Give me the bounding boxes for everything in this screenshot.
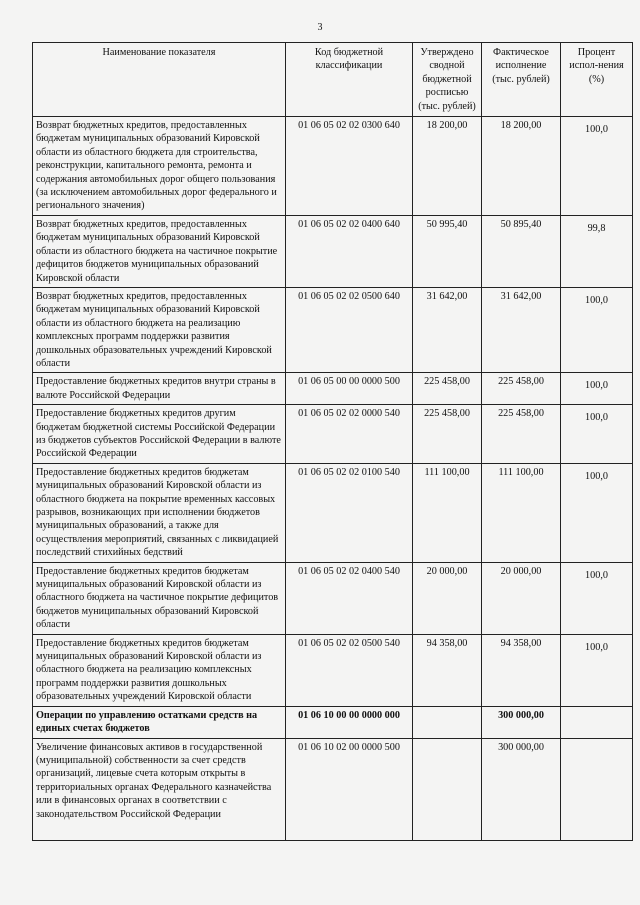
row-name: Операции по управлению остатками средств на единых счетах бюджетов xyxy=(33,706,286,738)
row-code: 01 06 10 00 00 0000 000 xyxy=(286,706,413,738)
row-name: Предоставление бюджетных кредитов внутри страны в валюте Российской Федерации xyxy=(33,373,286,405)
row-percent: 100,0 xyxy=(561,634,633,706)
row-actual: 225 458,00 xyxy=(482,405,561,464)
row-code: 01 06 05 02 02 0000 540 xyxy=(286,405,413,464)
row-actual: 300 000,00 xyxy=(482,706,561,738)
row-percent: 100,0 xyxy=(561,463,633,562)
row-percent xyxy=(561,738,633,840)
budget-table xyxy=(32,42,633,841)
row-actual: 31 642,00 xyxy=(482,287,561,372)
row-name: Предоставление бюджетных кредитов бюджетам муниципальных образований Кировской области из областного бюджета на реализацию комплексных программ поддержки развития дошкольных образовательных учреждений Кировской области xyxy=(33,634,286,706)
table-row xyxy=(33,463,633,562)
row-percent: 100,0 xyxy=(561,117,633,216)
header-actual: Фактическое исполнение (тыс. рублей) xyxy=(482,43,561,117)
table-header-row xyxy=(33,43,633,117)
row-actual: 225 458,00 xyxy=(482,373,561,405)
row-code: 01 06 05 02 02 0500 640 xyxy=(286,287,413,372)
table-row xyxy=(33,738,633,840)
row-name: Предоставление бюджетных кредитов другим бюджетам бюджетной системы Российской Федерации из бюджетов субъектов Российской Федерации в валюте Российской Федерации xyxy=(33,405,286,464)
row-code: 01 06 10 02 00 0000 500 xyxy=(286,738,413,840)
row-code: 01 06 05 02 02 0300 640 xyxy=(286,117,413,216)
table-row xyxy=(33,405,633,464)
table-row xyxy=(33,287,633,372)
row-percent xyxy=(561,706,633,738)
row-code: 01 06 05 00 00 0000 500 xyxy=(286,373,413,405)
table-row xyxy=(33,562,633,634)
row-percent: 100,0 xyxy=(561,562,633,634)
row-name: Возврат бюджетных кредитов, предоставленных бюджетам муниципальных образований Кировской области из областного бюджета на частичное покрытие дефицитов бюджетов муниципальных образований Кировской области xyxy=(33,215,286,287)
row-approved: 225 458,00 xyxy=(413,405,482,464)
row-percent: 100,0 xyxy=(561,287,633,372)
row-approved xyxy=(413,738,482,840)
table-row xyxy=(33,117,633,216)
row-actual: 20 000,00 xyxy=(482,562,561,634)
row-name: Предоставление бюджетных кредитов бюджетам муниципальных образований Кировской области из областного бюджета на покрытие временных кассовых разрывов, возникающих при исполнении бюджетов муниципальных образований, а также для осуществления мероприятий, связанных с ликвидацией последствий стихийных бедствий xyxy=(33,463,286,562)
row-percent: 100,0 xyxy=(561,373,633,405)
row-approved: 94 358,00 xyxy=(413,634,482,706)
row-name: Возврат бюджетных кредитов, предоставленных бюджетам муниципальных образований Кировской области из областного бюджета на реализацию комплексных программ поддержки развития дошкольных образовательных учреждений Кировской области xyxy=(33,287,286,372)
table-row xyxy=(33,634,633,706)
row-percent: 99,8 xyxy=(561,215,633,287)
row-approved: 111 100,00 xyxy=(413,463,482,562)
header-approved: Утверждено сводной бюджетной росписью (тыс. рублей) xyxy=(413,43,482,117)
row-approved: 50 995,40 xyxy=(413,215,482,287)
row-approved: 225 458,00 xyxy=(413,373,482,405)
row-code: 01 06 05 02 02 0400 540 xyxy=(286,562,413,634)
row-approved: 18 200,00 xyxy=(413,117,482,216)
table-row xyxy=(33,706,633,738)
row-actual: 111 100,00 xyxy=(482,463,561,562)
row-code: 01 06 05 02 02 0500 540 xyxy=(286,634,413,706)
row-percent: 100,0 xyxy=(561,405,633,464)
row-approved xyxy=(413,706,482,738)
row-actual: 94 358,00 xyxy=(482,634,561,706)
header-code: Код бюджетной классификации xyxy=(286,43,413,117)
header-percent: Процент испол-нения (%) xyxy=(561,43,633,117)
row-approved: 20 000,00 xyxy=(413,562,482,634)
table-row xyxy=(33,373,633,405)
table-row xyxy=(33,215,633,287)
row-code: 01 06 05 02 02 0100 540 xyxy=(286,463,413,562)
header-name: Наименование показателя xyxy=(33,43,286,117)
row-actual: 18 200,00 xyxy=(482,117,561,216)
row-actual: 300 000,00 xyxy=(482,738,561,840)
row-actual: 50 895,40 xyxy=(482,215,561,287)
row-name: Увеличение финансовых активов в государственной (муниципальной) собственности за счет средств организаций, лицевые счета которым открыты в территориальных органах Федерального казначейства или в финансовых органах в соответствии с законодательством Российской Федерации xyxy=(33,738,286,840)
row-approved: 31 642,00 xyxy=(413,287,482,372)
row-name: Предоставление бюджетных кредитов бюджетам муниципальных образований Кировской области из областного бюджета на частичное покрытие дефицитов бюджетов муниципальных образований Кировской области xyxy=(33,562,286,634)
row-code: 01 06 05 02 02 0400 640 xyxy=(286,215,413,287)
page-number: 3 xyxy=(317,22,323,33)
row-name: Возврат бюджетных кредитов, предоставленных бюджетам муниципальных образований Кировской области из областного бюджета для строительства, реконструкции, капитального ремонта, ремонта и содержания автомобильных дорог общего пользования (за исключением автомобильных дорог федерального и регионального значения) xyxy=(33,117,286,216)
